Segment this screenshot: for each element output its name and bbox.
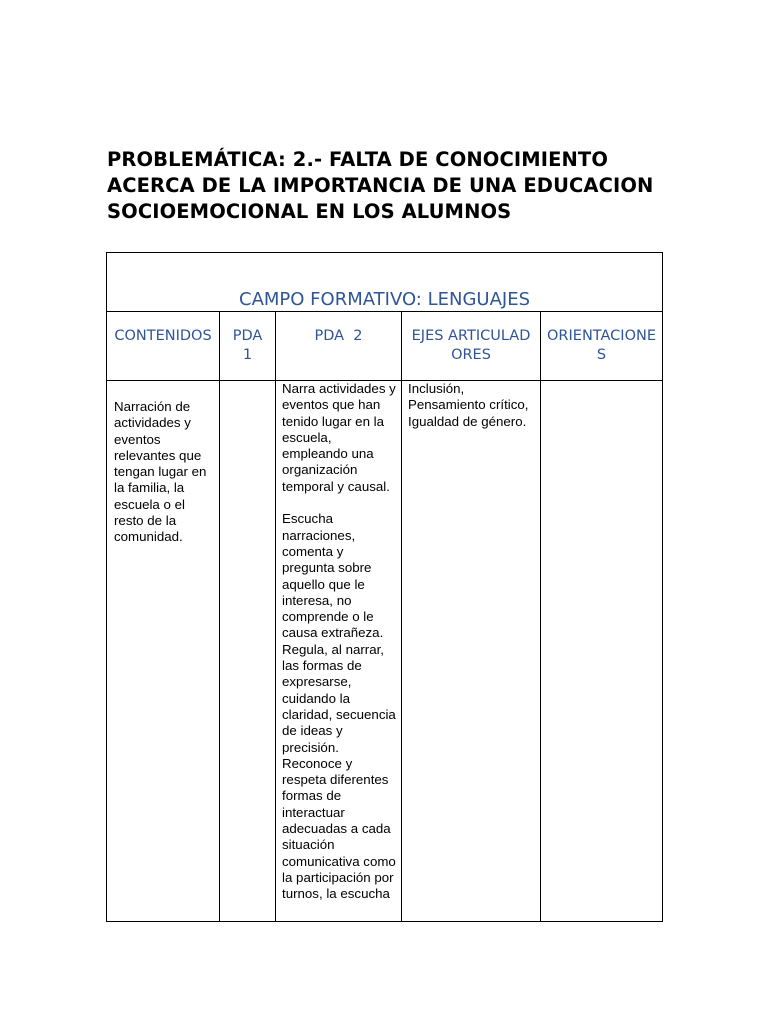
cell-pda1 (220, 381, 276, 922)
header-ejes-articuladores: EJES ARTICULADORES (402, 312, 541, 381)
header-pda1: PDA 1 (220, 312, 276, 381)
cell-orientaciones (541, 381, 663, 922)
cell-ejes-articuladores (402, 381, 541, 922)
planning-table (106, 252, 663, 922)
ejes-text: Inclusión, Pensamiento crítico, Igualdad de género. (408, 381, 529, 429)
contenidos-text: Narración de actividades y eventos relevantes que tengan lugar en la familia, la escuela o el resto de la comunidad. (114, 399, 207, 545)
cell-pda2 (276, 381, 402, 922)
header-orientaciones: ORIENTACIONES (541, 312, 663, 381)
cell-contenidos (107, 381, 220, 922)
header-pda2: PDA 2 (276, 312, 402, 381)
pda2-text: Narra actividades y eventos que han tenido lugar en la escuela, empleando una organización temporal y causal. Escucha narraciones, comenta y pregunta sobre aquello que le interesa, no comprende o le causa extrañeza. Regula, al narrar, las formas de expresarse, cuidando la claridad, secuencia de ideas y precisión. Reconoce y respeta diferentes formas de interactuar adecuadas a cada situación comunicativa como la participación por turnos, la escucha (282, 381, 396, 902)
campo-formativo-row (107, 253, 663, 312)
campo-formativo-heading: CAMPO FORMATIVO: LENGUAJES (107, 253, 663, 312)
page-title: PROBLEMÁTICA: 2.- FALTA DE CONOCIMIENTO ACERCA DE LA IMPORTANCIA DE UNA EDUCACION SOCIOEMOCIONAL EN LOS ALUMNOS (107, 148, 654, 223)
header-contenidos: CONTENIDOS (107, 312, 220, 381)
column-header-row (107, 312, 663, 381)
table-row (107, 381, 663, 922)
